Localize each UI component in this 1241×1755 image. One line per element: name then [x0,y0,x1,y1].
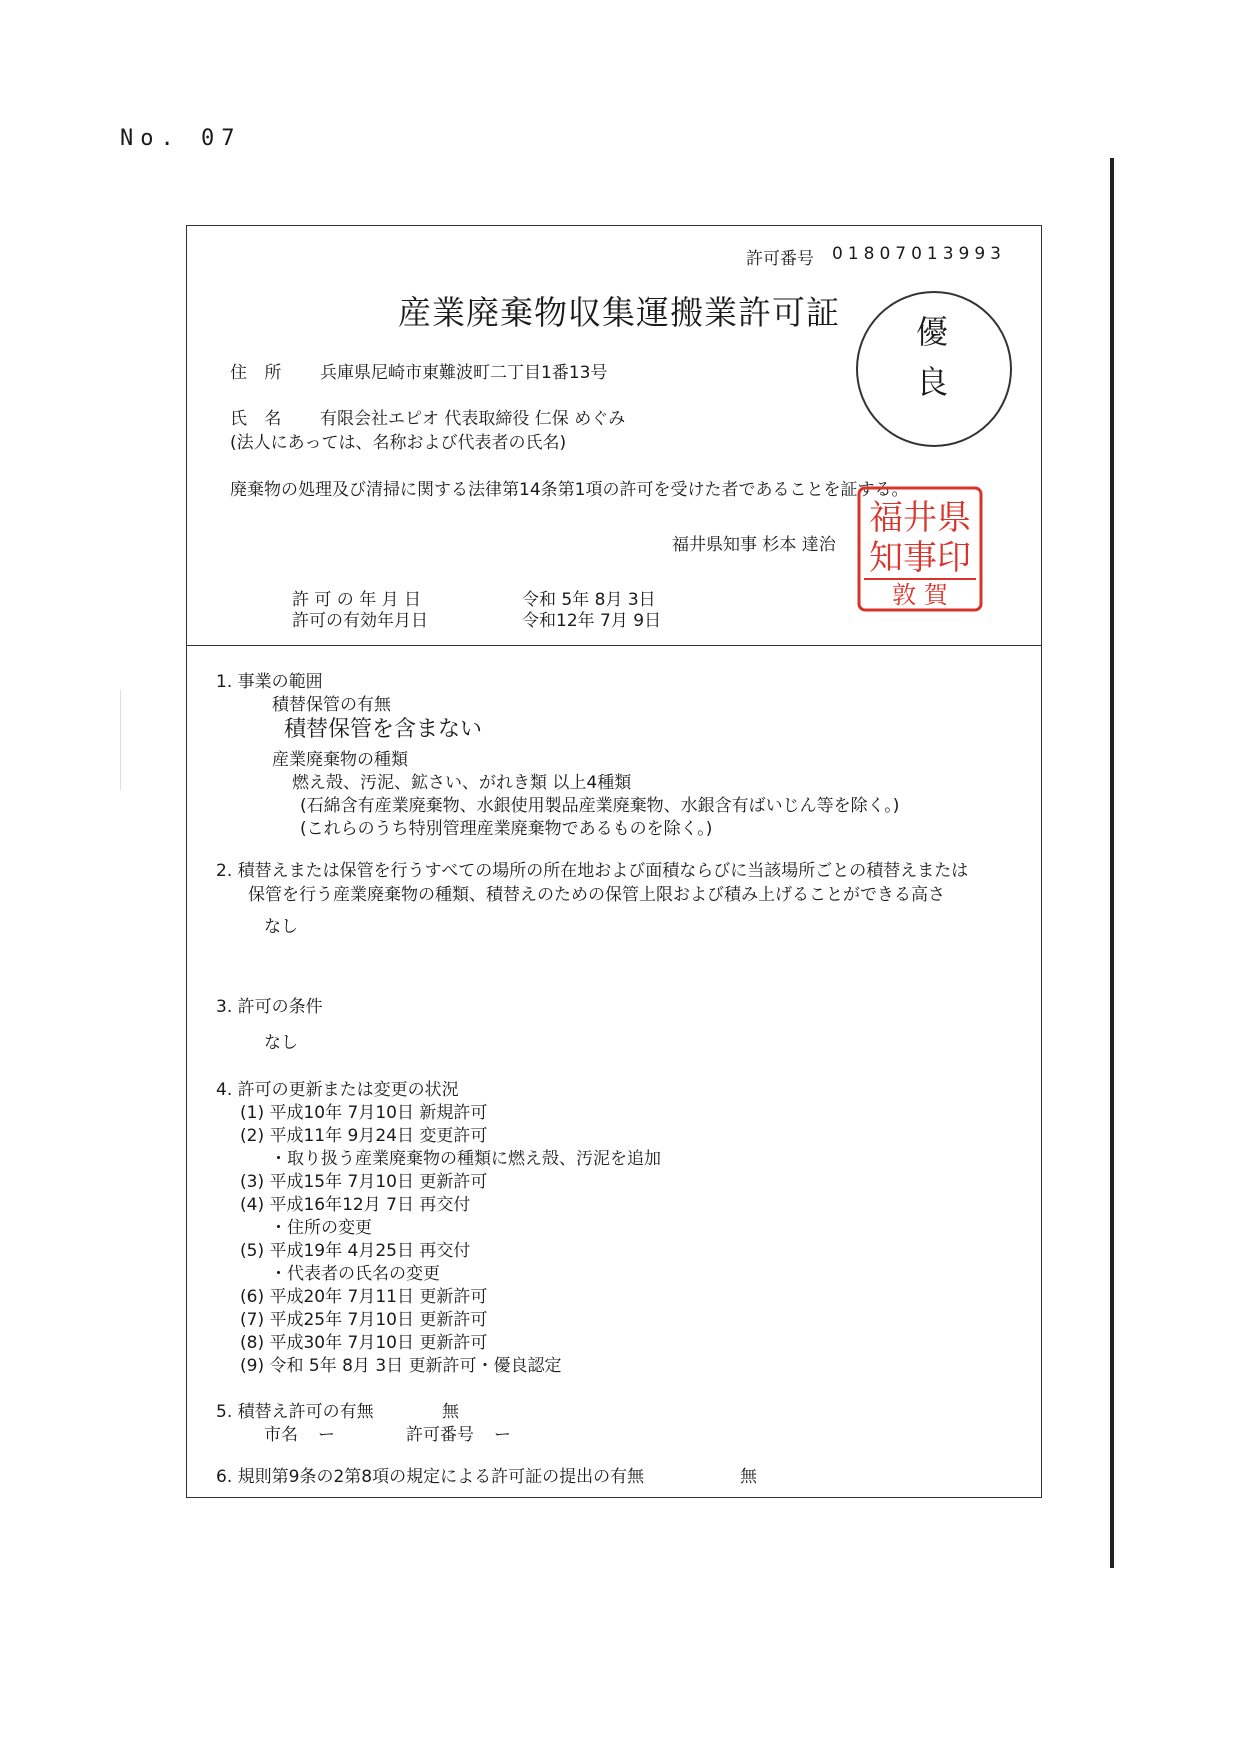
scan-margin-mark [120,690,121,790]
history-note: ・代表者の氏名の変更 [270,1264,440,1284]
seal-text-line1: 福井県 [869,498,971,538]
seal-text-line2: 知事印 [869,538,971,578]
document-number: No. 07 [120,126,242,151]
valid-date-label: 許可の有効年月日 [292,611,428,631]
section2-value: なし [264,917,298,937]
section3-heading: 3. 許可の条件 [216,997,323,1017]
history-line: (7) 平成25年 7月10日 更新許可 [240,1310,488,1330]
transfer-permit-label: 許可番号 [406,1425,474,1445]
history-line: (5) 平成19年 4月25日 再交付 [240,1241,471,1261]
certificate-title: 産業廃棄物収集運搬業許可証 [398,293,840,332]
section1-heading: 1. 事業の範囲 [216,672,323,692]
history-line: (2) 平成11年 9月24日 変更許可 [240,1126,488,1146]
waste-types-note1: (石綿含有産業廃棄物、水銀使用製品産業廃棄物、水銀含有ばいじん等を除く。) [300,796,900,816]
section4-heading: 4. 許可の更新または変更の状況 [216,1080,459,1100]
permit-date-label: 許 可 の 年 月 日 [292,590,422,610]
permit-date-value: 令和 5年 8月 3日 [522,590,656,610]
section6-value: 無 [740,1467,757,1487]
section5-value: 無 [442,1402,459,1422]
waste-types-note2: (これらのうち特別管理産業廃棄物であるものを除く。) [300,819,713,839]
history-line: (8) 平成30年 7月10日 更新許可 [240,1333,488,1353]
scan-edge-bar [1110,158,1114,1568]
section-divider [186,645,1042,646]
waste-types-label: 産業廃棄物の種類 [272,750,408,770]
city-label: 市名 [264,1425,298,1445]
permit-number-label: 許可番号 [746,249,814,269]
issuer-name: 福井県知事 杉本 達治 [672,535,836,555]
transfer-permit-value: ー [494,1425,511,1445]
section3-value: なし [264,1033,298,1053]
history-line: (3) 平成15年 7月10日 更新許可 [240,1172,488,1192]
grade-char-2: 良 [916,363,949,401]
section5-heading: 5. 積替え許可の有無 [216,1402,374,1422]
address-label: 住 所 [230,363,288,383]
history-line: (6) 平成20年 7月11日 更新許可 [240,1287,488,1307]
history-note: ・住所の変更 [270,1218,372,1238]
city-value: ー [318,1425,335,1445]
name-note: (法人にあっては、名称および代表者の氏名) [230,433,567,453]
section2-heading-line2: 保管を行う産業廃棄物の種類、積替えのための保管上限および積み上げることができる高さ [248,885,945,905]
waste-types-value: 燃え殻、汚泥、鉱さい、がれき類 以上4種類 [292,773,632,793]
name-label: 氏 名 [230,409,288,429]
valid-date-value: 令和12年 7月 9日 [522,611,662,631]
permit-number-value: 01807013993 [832,244,1006,264]
governor-seal [856,485,984,613]
name-value: 有限会社エピオ 代表取締役 仁保 めぐみ [320,409,626,429]
certification-statement: 廃棄物の処理及び清掃に関する法律第14条第1項の許可を受けた者であることを証する。 [230,480,909,500]
section6-heading: 6. 規則第9条の2第8項の規定による許可証の提出の有無 [216,1467,645,1487]
history-line: (1) 平成10年 7月10日 新規許可 [240,1103,488,1123]
history-line: (4) 平成16年12月 7日 再交付 [240,1195,471,1215]
storage-value: 積替保管を含まない [284,717,483,742]
history-note: ・取り扱う産業廃棄物の種類に燃え殻、汚泥を追加 [270,1149,661,1169]
seal-text-line3: 敦 賀 [892,581,948,609]
storage-label: 積替保管の有無 [272,695,391,715]
section2-heading-line1: 2. 積替えまたは保管を行うすべての場所の所在地および面積ならびに当該場所ごとの積替えまたは [216,861,969,881]
address-value: 兵庫県尼崎市東難波町二丁目1番13号 [320,363,608,383]
grade-char-1: 優 [916,313,949,351]
history-line: (9) 令和 5年 8月 3日 更新許可・優良認定 [240,1356,562,1376]
